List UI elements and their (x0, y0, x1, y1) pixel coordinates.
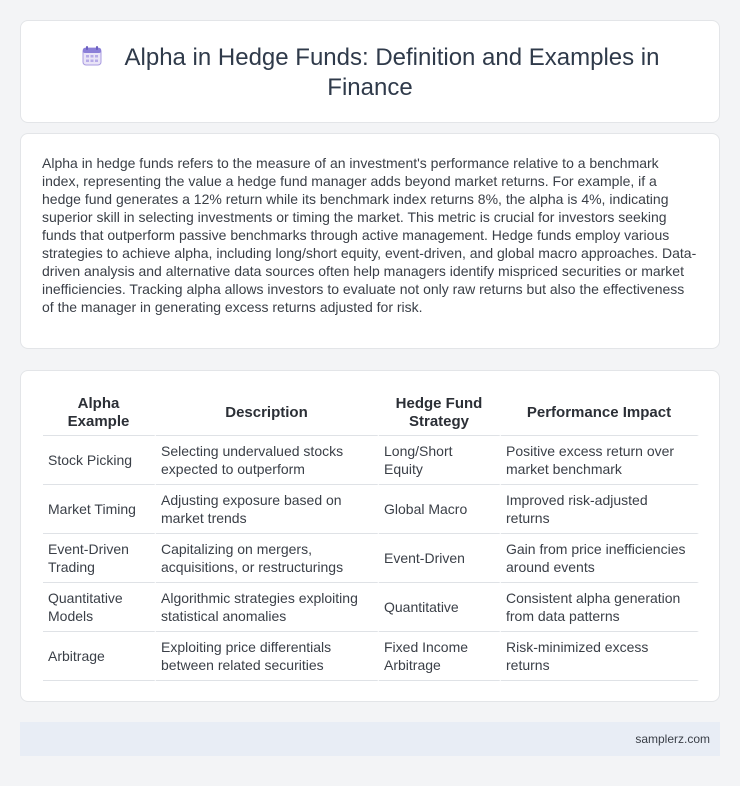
table-cell: Event-Driven Trading (43, 534, 156, 583)
column-header: Hedge Fund Strategy (379, 391, 501, 436)
table-cell: Algorithmic strategies exploiting statistical anomalies (156, 583, 379, 632)
table-cell: Selecting undervalued stocks expected to outperform (156, 436, 379, 485)
table-cell: Capitalizing on mergers, acquisitions, or restructurings (156, 534, 379, 583)
table-cell: Adjusting exposure based on market trends (156, 485, 379, 534)
table-cell: Quantitative Models (43, 583, 156, 632)
table-cell: Stock Picking (43, 436, 156, 485)
table-cell: Consistent alpha generation from data patterns (501, 583, 699, 632)
column-header: Alpha Example (43, 391, 156, 436)
table-header-row (43, 391, 699, 436)
intro-paragraph: Alpha in hedge funds refers to the measure of an investment's performance relative to a benchmark index, representing the value a hedge fund manager adds beyond market returns. For example, if a hedge fund generates a 12% return while its benchmark index returns 8%, the alpha is 4%, indicating superior skill in selecting investments or timing the market. This metric is crucial for investors seeking funds that outperform passive benchmarks through active management. Hedge funds employ various strategies to achieve alpha, including long/short equity, event-driven, and global macro approaches. Data-driven analysis and alternative data sources often help managers identify mispriced securities or market inefficiencies. Tracking alpha allows investors to evaluate not only raw returns but also the effectiveness of the manager in generating excess returns adjusted for risk. (42, 155, 697, 315)
table-cell: Gain from price inefficiencies around events (501, 534, 699, 583)
table-cell: Improved risk-adjusted returns (501, 485, 699, 534)
table-card (20, 370, 720, 702)
title-card (20, 20, 720, 123)
table-cell: Positive excess return over market benchmark (501, 436, 699, 485)
table-row (43, 632, 699, 681)
column-header: Performance Impact (501, 391, 699, 436)
alpha-examples-table (43, 391, 699, 681)
table-cell: Global Macro (379, 485, 501, 534)
table-cell: Market Timing (43, 485, 156, 534)
table-cell: Exploiting price differentials between related securities (156, 632, 379, 681)
page-title (21, 43, 719, 103)
intro-card (20, 133, 720, 349)
table-row (43, 436, 699, 485)
table-row (43, 583, 699, 632)
table-cell: Fixed Income Arbitrage (379, 632, 501, 681)
footer-bar (20, 722, 720, 756)
table-cell: Event-Driven (379, 534, 501, 583)
table-cell: Quantitative (379, 583, 501, 632)
table-row (43, 534, 699, 583)
table-cell: Long/Short Equity (379, 436, 501, 485)
table-cell: Arbitrage (43, 632, 156, 681)
table-cell: Risk-minimized excess returns (501, 632, 699, 681)
page-title-text: Alpha in Hedge Funds: Definition and Examples in Finance (124, 44, 660, 101)
calendar-icon (81, 45, 103, 67)
table-row (43, 485, 699, 534)
footer-site-link[interactable]: samplerz.com (635, 732, 710, 746)
column-header: Description (156, 391, 379, 436)
